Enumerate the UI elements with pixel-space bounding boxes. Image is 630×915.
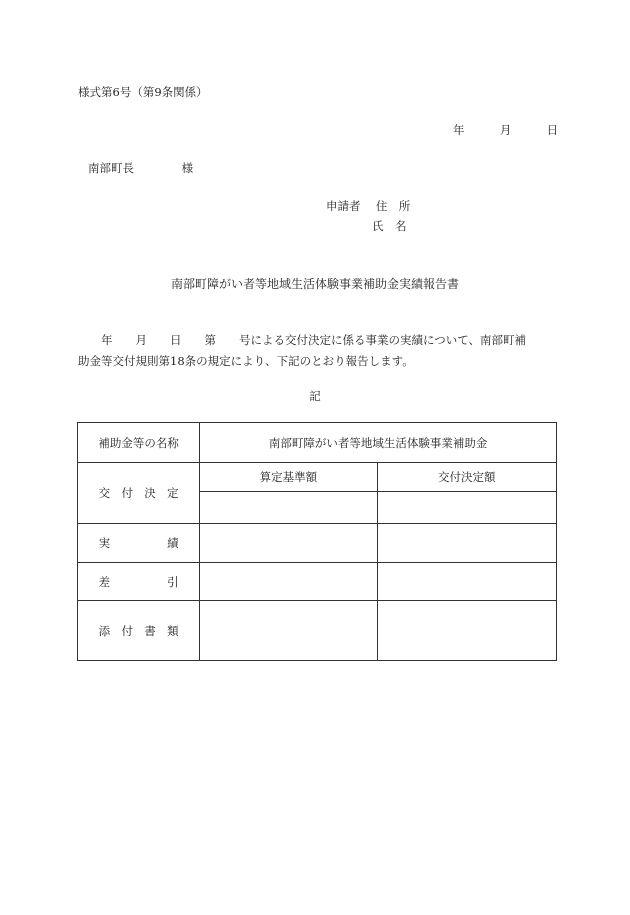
attachments-char: 類 (167, 623, 179, 638)
report-table (77, 422, 557, 661)
table-row (78, 463, 557, 492)
actual-char: 実 (98, 536, 111, 550)
table-row (78, 563, 557, 601)
difference-char: 引 (167, 574, 179, 589)
applicant-name-label: 氏 名 (372, 219, 407, 233)
attachments-label (78, 601, 200, 661)
date-line (453, 122, 558, 138)
addressee-honorific: 様 (181, 161, 194, 175)
document-title: 南部町障がい者等地域生活体験事業補助金実績報告書 (170, 277, 459, 291)
date-day: 日 (546, 123, 559, 137)
difference-char: 差 (98, 574, 111, 589)
subsidy-name-value: 南部町障がい者等地域生活体験事業補助金 (200, 423, 557, 463)
grant-decision-char: 付 (121, 486, 133, 500)
body-line-2: 助金等交付規則第18条の規定により、下記のとおり報告します。 (78, 354, 414, 368)
attachments-char: 添 (98, 623, 111, 638)
grant-amount-label: 交付決定額 (377, 463, 556, 492)
grant-decision-char: 定 (167, 486, 179, 500)
difference-calc-value[interactable] (200, 563, 377, 601)
actual-calc-value[interactable] (200, 524, 377, 563)
grant-amount-value[interactable] (377, 492, 556, 524)
calc-base-label: 算定基準額 (200, 463, 377, 492)
table-row (78, 601, 557, 661)
date-year: 年 (453, 123, 465, 137)
actual-grant-value[interactable] (377, 524, 556, 563)
applicant-address-label: 住 所 (375, 199, 411, 213)
difference-grant-value[interactable] (377, 563, 556, 601)
table-row (78, 524, 557, 563)
attachments-char: 書 (144, 623, 156, 638)
body-paragraph (78, 330, 558, 372)
subsidy-name-label: 補助金等の名称 (78, 423, 200, 463)
table-row (78, 423, 557, 463)
applicant-address-row (326, 198, 410, 214)
difference-label (78, 563, 200, 601)
attachments-calc-value[interactable] (200, 601, 377, 661)
body-line-1: 年 月 日 第 号による交付決定に係る事業の実績について、南部町補 (78, 333, 527, 347)
actual-char: 績 (167, 536, 179, 550)
actual-label (78, 524, 200, 563)
addressee-name: 南部町長 (88, 161, 134, 175)
attachments-grant-value[interactable] (377, 601, 556, 661)
addressee (88, 160, 193, 176)
form-number: 様式第6号（第9条関係） (78, 85, 208, 99)
date-month: 月 (499, 123, 512, 137)
ki-heading: 記 (309, 389, 321, 403)
applicant-label: 申請者 (326, 199, 361, 213)
grant-decision-label (78, 463, 200, 524)
grant-decision-char: 交 (98, 486, 111, 500)
grant-decision-char: 決 (144, 486, 156, 500)
attachments-char: 付 (121, 623, 133, 638)
calc-base-value[interactable] (200, 492, 377, 524)
